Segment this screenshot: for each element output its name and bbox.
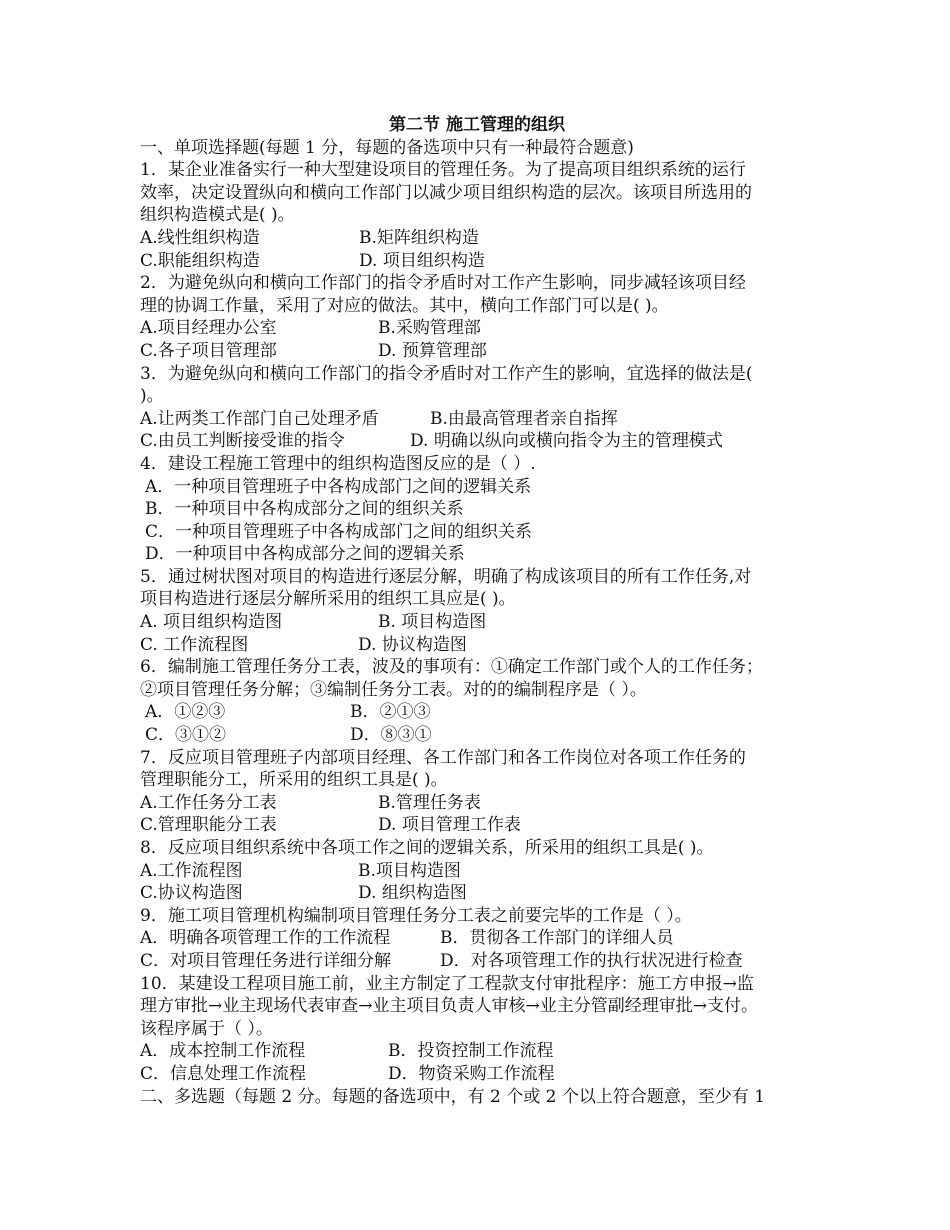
question-8-option-b: B.项目构造图 [358, 860, 461, 881]
question-1-options-row-2 [140, 250, 830, 273]
question-9-options-row-1 [140, 927, 830, 950]
question-6-options-row-1 [140, 701, 830, 724]
question-6-options-row-2 [140, 724, 830, 747]
question-10-options-row-2 [140, 1063, 830, 1086]
question-5-option-c: C. 工作流程图 [140, 634, 249, 655]
question-2-stem-line-2: 理的协调工作量，采用了对应的做法。其中，横向工作部门可以是( )。 [140, 295, 669, 316]
question-9-option-c: C．对项目管理任务进行详细分解 [140, 950, 392, 971]
question-7-stem-line-2: 管理职能分工，所采用的组织工具是( )。 [140, 770, 448, 791]
question-7-option-a: A.工作任务分工表 [140, 792, 277, 813]
question-1-stem-line-2: 效率，决定设置纵向和横向工作部门以减少项目组织构造的层次。该项目所选用的 [140, 182, 752, 203]
question-7-options-row-2 [140, 814, 830, 837]
question-4-option-d: D．一种项目中各构成部分之间的逻辑关系 [145, 544, 465, 565]
question-5-option-b: B. 项目构造图 [378, 612, 487, 633]
question-2-option-d: D. 预算管理部 [378, 340, 487, 361]
question-3-stem-line-2: )。 [140, 386, 164, 407]
question-7-stem-line-1: 7．反应项目管理班子内部项目经理、各工作部门和各工作岗位对各项工作任务的 [140, 747, 746, 768]
question-10-options-row-1 [140, 1040, 830, 1063]
question-5-option-a: A. 项目组织构造图 [140, 612, 283, 633]
question-3-options-row-2 [140, 430, 830, 453]
question-5-stem-line-2: 项目构造进行逐层分解所采用的组织工具应是( )。 [140, 589, 516, 610]
question-4-option-c: C．一种项目管理班子中各构成部门之间的组织关系 [145, 521, 533, 542]
question-6-stem-line-2: ②项目管理任务分解；③编制任务分工表。对的的编制程序是（ ）。 [140, 679, 647, 700]
question-4-option-b: B．一种项目中各构成部分之间的组织关系 [145, 499, 464, 520]
question-7-option-d: D. 项目管理工作表 [378, 815, 521, 836]
question-2-option-a: A.项目经理办公室 [140, 318, 277, 339]
question-5-stem-line-1: 5．通过树状图对项目的构造进行逐层分解，明确了构成该项目的所有工作任务,对 [140, 566, 752, 587]
section-heading-single-choice: 一、单项选择题(每题 1 分，每题的备选项中只有一种最符合题意) [140, 137, 634, 158]
question-2-options-row-2 [140, 340, 830, 363]
question-8-option-c: C.协议构造图 [140, 883, 243, 904]
question-6-option-b: B．②①③ [350, 702, 431, 723]
question-1-option-a: A.线性组织构造 [140, 227, 260, 248]
question-3-option-b: B.由最高管理者亲自指挥 [430, 408, 618, 429]
question-3-options-row-1 [140, 408, 830, 431]
question-10-stem-line-2: 理方审批→业主现场代表审查→业主项目负责人审核→业主分管副经理审批→支付。 [140, 996, 758, 1017]
question-9-option-b: B．贯彻各工作部门的详细人员 [440, 928, 674, 949]
question-10-option-a: A．成本控制工作流程 [140, 1041, 306, 1062]
question-10-option-c: C．信息处理工作流程 [140, 1063, 307, 1084]
document-page [140, 114, 830, 1108]
question-2-option-b: B.采购管理部 [378, 318, 481, 339]
question-6-option-d: D．⑧③① [350, 725, 432, 746]
question-5-option-d: D. 协议构造图 [358, 634, 467, 655]
question-8-stem: 8．反应项目组织系统中各项工作之间的逻辑关系，所采用的组织工具是( )。 [140, 838, 714, 858]
question-2-stem-line-1: 2．为避免纵向和横向工作部门的指令矛盾时对工作产生影响，同步减轻该项目经 [140, 273, 746, 294]
question-9-stem: 9．施工项目管理机构编制项目管理任务分工表之前要完毕的工作是（ ）。 [140, 905, 692, 926]
question-6-option-c: C．③①② [145, 725, 227, 746]
question-3-stem-line-1: 3．为避免纵向和横向工作部门的指令矛盾时对工作产生的影响，宜选择的做法是( [140, 363, 753, 384]
question-10-option-b: B．投资控制工作流程 [388, 1041, 554, 1062]
question-8-option-a: A.工作流程图 [140, 860, 243, 881]
question-1-options-row-1 [140, 227, 830, 250]
question-2-options-row-1 [140, 317, 830, 340]
question-1-option-b: B.矩阵组织构造 [359, 227, 479, 248]
question-8-option-d: D. 组织构造图 [358, 883, 467, 904]
question-9-option-a: A．明确各项管理工作的工作流程 [140, 928, 391, 949]
question-1-option-c: C.职能组织构造 [140, 250, 260, 271]
question-3-option-d: D. 明确以纵向或横向指令为主的管理模式 [410, 431, 723, 452]
question-8-options-row-1 [140, 860, 830, 883]
question-4-stem: 4．建设工程施工管理中的组织构造图反应的是（ ）. [140, 453, 536, 474]
question-8-options-row-2 [140, 882, 830, 905]
question-7-option-c: C.管理职能分工表 [140, 815, 277, 836]
page-title: 第二节 施工管理的组织 [389, 115, 565, 135]
question-3-option-c: C.由员工判断接受谁的指令 [140, 431, 345, 452]
section-heading-multiple-choice: 二、多选题（每题 2 分。每题的备选项中，有 2 个或 2 个以上符合题意，至少有 1 [140, 1086, 766, 1107]
question-5-options-row-1 [140, 611, 830, 634]
question-5-options-row-2 [140, 634, 830, 657]
question-1-stem-line-3: 组织构造模式是( )。 [140, 205, 295, 226]
question-4-option-a: A．一种项目管理班子中各构成部门之间的逻辑关系 [145, 476, 532, 497]
question-3-option-a: A.让两类工作部门自己处理矛盾 [140, 408, 379, 429]
question-10-stem-line-3: 该程序属于（ ）。 [140, 1018, 273, 1039]
question-7-option-b: B.管理任务表 [378, 792, 481, 813]
question-9-options-row-2 [140, 950, 830, 973]
question-9-option-d: D．对各项管理工作的执行状况进行检查 [440, 950, 743, 971]
question-7-options-row-1 [140, 792, 830, 815]
question-1-option-d: D. 项目组织构造 [359, 250, 485, 271]
question-2-option-c: C.各子项目管理部 [140, 340, 277, 361]
question-6-stem-line-1: 6．编制施工管理任务分工表，波及的事项有：①确定工作部门或个人的工作任务； [140, 657, 763, 678]
question-1-stem-line-1: 1．某企业准备实行一种大型建设项目的管理任务。为了提高项目组织系统的运行 [140, 160, 746, 181]
question-10-stem-line-1: 10．某建设工程项目施工前，业主方制定了工程款支付审批程序：施工方申报→监 [140, 973, 754, 994]
question-6-option-a: A．①②③ [145, 702, 226, 723]
question-10-option-d: D．物资采购工作流程 [388, 1063, 555, 1084]
